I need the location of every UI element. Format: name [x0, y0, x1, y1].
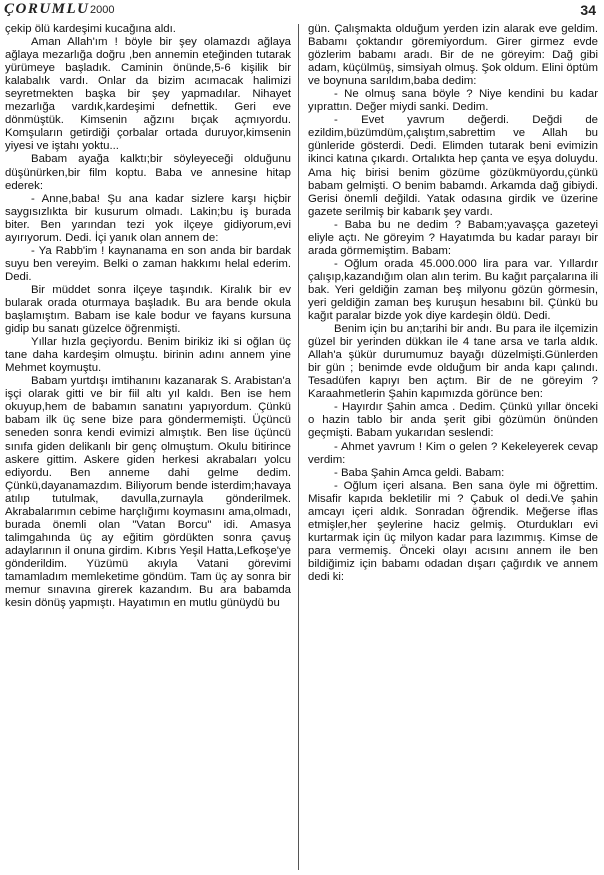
paragraph: - Oğlum içeri alsana. Ben sana öyle mi öğrettim. Misafir kapıda bekletilir mi ? Çabuk ol dedi.Ve şahin amcayı içeri aldık. Sonradan öğrendik. Meğerse iflas etmişler,her şeylerine haciz gelmiş. Oturdukları evi kurtarmak için üç milyon kadar para lazımmış. Kimse de para vermemiş. Önceki olayı acısını annem ile ben bildiğimiz için babamı odadan dışarı çağırdık ve annem dedi ki: — [308, 479, 598, 583]
paragraph: Yıllar hızla geçiyordu. Benim birikiz iki si oğlan üç tane daha kardeşim olmuştu. birinin adını annem yine Mehmet koymuştu. — [5, 336, 291, 375]
paragraph: Benim için bu an;tarihi bir andı. Bu para ile ilçemizin güzel bir yerinden dükkan ile 4 tane arsa ve tarla aldık. Allah'a şükür durumumuz bayağı düzelmişti.Günlerden bir gün ; benimde evde olduğum bir anda kapı çalındı. Tesadüfen kapıyı ben açtım. Bir de ne göreyim ? Karaahmetlerin Şahin kapımızda görünce ben: — [308, 323, 598, 401]
paragraph: Babam ayağa kalktı;bir söyleyeceği olduğunu düşünürken,bir film koptu. Baba ve annesine hitap ederek: — [5, 153, 291, 192]
magazine-logo: ÇORUMLU — [4, 1, 90, 17]
paragraph: - Evet yavrum değerdi. Değdi de ezildim,büzümdüm,çalıştım,sabrettim ve Allah bu günleride gösterdi. Dedi. Elimden tutarak beni evimizin ikinci katına çıkardı. Ortalıkta hep çanta ve eşya doluydu. Ama hiç birisi benim gözüme gözükmüyordu,çünkü babam gelmişti. O benim babamdı. Arkamda dağ gibiydi. Gerisi önemli değildi. Yatak odasına girdik ve üzerine gazete serilmiş bir kabarık şey vardı. — [308, 114, 598, 218]
paragraph: - Ne olmuş sana böyle ? Niye kendini bu kadar yıprattın. Değer miydi sanki. Dedim. — [308, 88, 598, 114]
page-header — [0, 0, 604, 22]
paragraph: çekip ölü kardeşimi kucağına aldı. — [5, 23, 176, 35]
left-column — [5, 23, 291, 873]
paragraph: - Baba Şahin Amca geldi. Babam: — [334, 466, 505, 479]
paragraph: - Baba bu ne dedim ? Babam;yavaşça gazeteyi eliyle açtı. Ne göreyim ? Hayatımda bu kadar parayı bir arada görmemiştim. Babam: — [308, 218, 598, 257]
page-number: 34 — [580, 2, 596, 18]
paragraph: Bir müddet sonra ilçeye taşındık. Kiralık bir ev bularak orada oturmaya başladık. Bu ara bende okula başlamıştım. Babam ise kale bodur ve fayans kursuna gidip bu sanatı güzelce öğrenmişti. — [5, 283, 291, 336]
right-column — [308, 23, 598, 873]
issue-year: 2000 — [90, 4, 115, 16]
paragraph: Aman Allah'ım ! böyle bir şey olamazdı ağlaya ağlaya mezarlığa doğru ,ben annemin eteğinden tutarak yürümeye başladık. Caminin önünde,5-6 kişilik bir kalabalık vardı. Onlar da bizim acımacak halimizi seyretmekten başka bir şey yapmadılar. Nihayet mezarlığa vardık,kardeşimi defnettik. Geri eve dönmüştük. Kimsenin ağzını bıçak açmıyordu. Komşuların getirdiği çorbalar ortada duruyor,kimsenin yiyesi ve iştahı yoktu... — [5, 36, 291, 153]
paragraph: - Anne,baba! Şu ana kadar sizlere karşı hiçbir saygısızlıkta bir kusurum olmadı. Lakin;bu iş burada biter. Ben yarından tezi yok ilçeye gidiyorum,evi ayırıyorum. Dedi. İçi yanık olan annem de: — [5, 192, 291, 244]
paragraph: Babam yurtdışı imtihanını kazanarak S. Arabistan'a işçi olarak gitti ve bir fiil altı yıl kaldı. Ben ise hem okuyup,hem de babamın sanatını yapıyordum. Çünkü babam ilk üç sene bize para göndermemişti. Üçüncü seneden sonra kendi evimizi almıştık. Ben lise üçüncü sınıfa giden delikanlı bir genç olmuştum. Okulu bitirince askere gittim. Askere giden herkesi akrabaları yolcu ediyordu. Ben anneme dahi gelme dedim. Çünkü,dayanamazdım. Biliyorum bende isterdim;havaya atılıp tutulmak, davulla,zurnayla gönderilmek. Akrabalarımın cebime harçlığımı koymasını ama,olmadı, burada önemli olan "Vatan Borcu" idi. Amasya talimgahında üç ay eğitim gördükten sonra çavuş adaylarının il onuna girdim. Kıbrıs Yeşil Hatta,Lefkoşe'ye gönderildim. Yüzümü akıyla Vatani görevimi tamamladım memleketime göndüm. Tam üç ay sonra bir memur sınavına girerek kazandım. Bu ara babamda kesin dönüş yapmıştı. Hayatımın en mutlu günüydü bu — [5, 375, 291, 610]
paragraph: - Ya Rabb'im ! kaynanama en son anda bir bardak suyu ben vereyim. Belki o zaman hakkımı helal ederim. Dedi. — [5, 244, 291, 283]
paragraph: - Oğlum orada 45.000.000 lira para var. Yıllardır çalışıp,kazandığım olan alın terim. Bu kağıt parçalarına ili bak. Yeri geldiğin zaman beş milyonu gözün görmesin, yeri geldiğin zaman beş kuruşun hesabını bil. Çünkü bu kağıt paralar bizde yok diye kardeşin öldü. Dedi. — [308, 257, 598, 323]
paragraph: - Ahmet yavrum ! Kim o gelen ? Kekeleyerek cevap verdim: — [308, 440, 598, 466]
paragraph: - Hayırdır Şahin amca . Dedim. Çünkü yıllar önceki o hazin tablo bir anda şerit gibi gözümün önünden geçmişti. Babam yukarıdan seslendi: — [308, 401, 598, 440]
column-divider — [298, 24, 299, 870]
paragraph: gün. Çalışmakta olduğum yerden izin alarak eve geldim. Babamı çoktandır göremiyordum. Girer girmez evde gözlerim babamı aradı. Bir de ne göreyim: Dağ gibi adam, küçülmüş, simsiyah olmuş. Şok oldum. Elini öptüm ve boynuna sarıldım,baba dedim: — [308, 23, 598, 88]
